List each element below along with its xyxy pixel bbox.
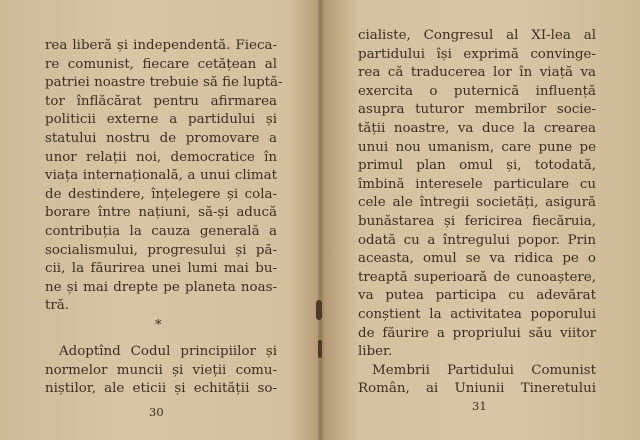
section-separator: * bbox=[155, 318, 162, 333]
right-page-text bbox=[358, 27, 596, 399]
text-line: exercita o puternică influență bbox=[358, 83, 596, 99]
text-line: tră. bbox=[45, 298, 70, 314]
text-line: patriei noastre trebuie să fie luptă- bbox=[45, 75, 283, 91]
text-line: de făurire a propriului său viitor bbox=[358, 325, 596, 341]
text-line: îmbină interesele particulare cu bbox=[358, 176, 596, 192]
page-number-left: 30 bbox=[149, 405, 164, 419]
text-line: ne și mai drepte pe planeta noas- bbox=[45, 279, 277, 295]
left-page-text-bottom bbox=[45, 343, 277, 399]
text-line: viața internațională, a unui climat bbox=[45, 168, 277, 184]
text-line: politicii externe a partidului și bbox=[45, 112, 277, 128]
text-line: unui nou umanism, care pune pe bbox=[358, 139, 596, 155]
text-line: va putea participa cu adevărat bbox=[358, 288, 596, 304]
text-line: cii, la făurirea unei lumi mai bu- bbox=[45, 261, 277, 277]
text-line: niștilor, ale eticii și echității so- bbox=[45, 381, 277, 397]
text-line: bunăstarea și fericirea fiecăruia, bbox=[358, 213, 596, 229]
text-line: normelor muncii și vieții comu- bbox=[45, 362, 277, 378]
text-line: cialiste, Congresul al XI-lea al bbox=[358, 28, 596, 43]
text-line: re comunist, fiecare cetățean al bbox=[45, 56, 277, 72]
text-line: tății noastre, va duce la crearea bbox=[358, 120, 596, 136]
left-page-text-top bbox=[45, 37, 283, 316]
text-line: odată cu a întregului popor. Prin bbox=[358, 232, 596, 248]
text-line: Adoptînd Codul principiilor și bbox=[59, 344, 277, 359]
text-line: de destindere, înțelegere și cola- bbox=[45, 186, 277, 202]
text-line: statului nostru de promovare a bbox=[45, 130, 277, 146]
text-line: partidului își exprimă convinge- bbox=[358, 46, 596, 62]
text-line: borare între națiuni, să-și aducă bbox=[45, 205, 277, 221]
text-line: Membrii Partidului Comunist bbox=[372, 362, 596, 378]
text-line: treaptă superioară de cunoaștere, bbox=[358, 269, 596, 285]
text-line: cele ale întregii societăți, asigură bbox=[358, 195, 596, 211]
text-line: asupra tuturor membrilor socie- bbox=[358, 102, 596, 118]
right-page bbox=[322, 0, 640, 440]
page-number-right: 31 bbox=[472, 399, 487, 413]
text-line: tor înflăcărat pentru afirmarea bbox=[45, 93, 277, 109]
text-line: liber. bbox=[358, 344, 393, 360]
text-line: aceasta, omul se va ridica pe o bbox=[358, 251, 596, 267]
left-page bbox=[0, 0, 318, 440]
text-line: conștient la activitatea poporului bbox=[358, 306, 596, 322]
text-line: rea că traducerea lor în viață va bbox=[358, 65, 596, 81]
text-line: rea liberă și independentă. Fieca- bbox=[45, 38, 277, 53]
text-line: primul plan omul și, totodată, bbox=[358, 158, 596, 174]
text-line: unor relații noi, democratice în bbox=[45, 149, 277, 165]
text-line: contribuția la cauza generală a bbox=[45, 223, 277, 239]
text-line: socialismului, progresului și pă- bbox=[45, 242, 277, 258]
text-line: Român, ai Uniunii Tineretului bbox=[358, 381, 596, 397]
